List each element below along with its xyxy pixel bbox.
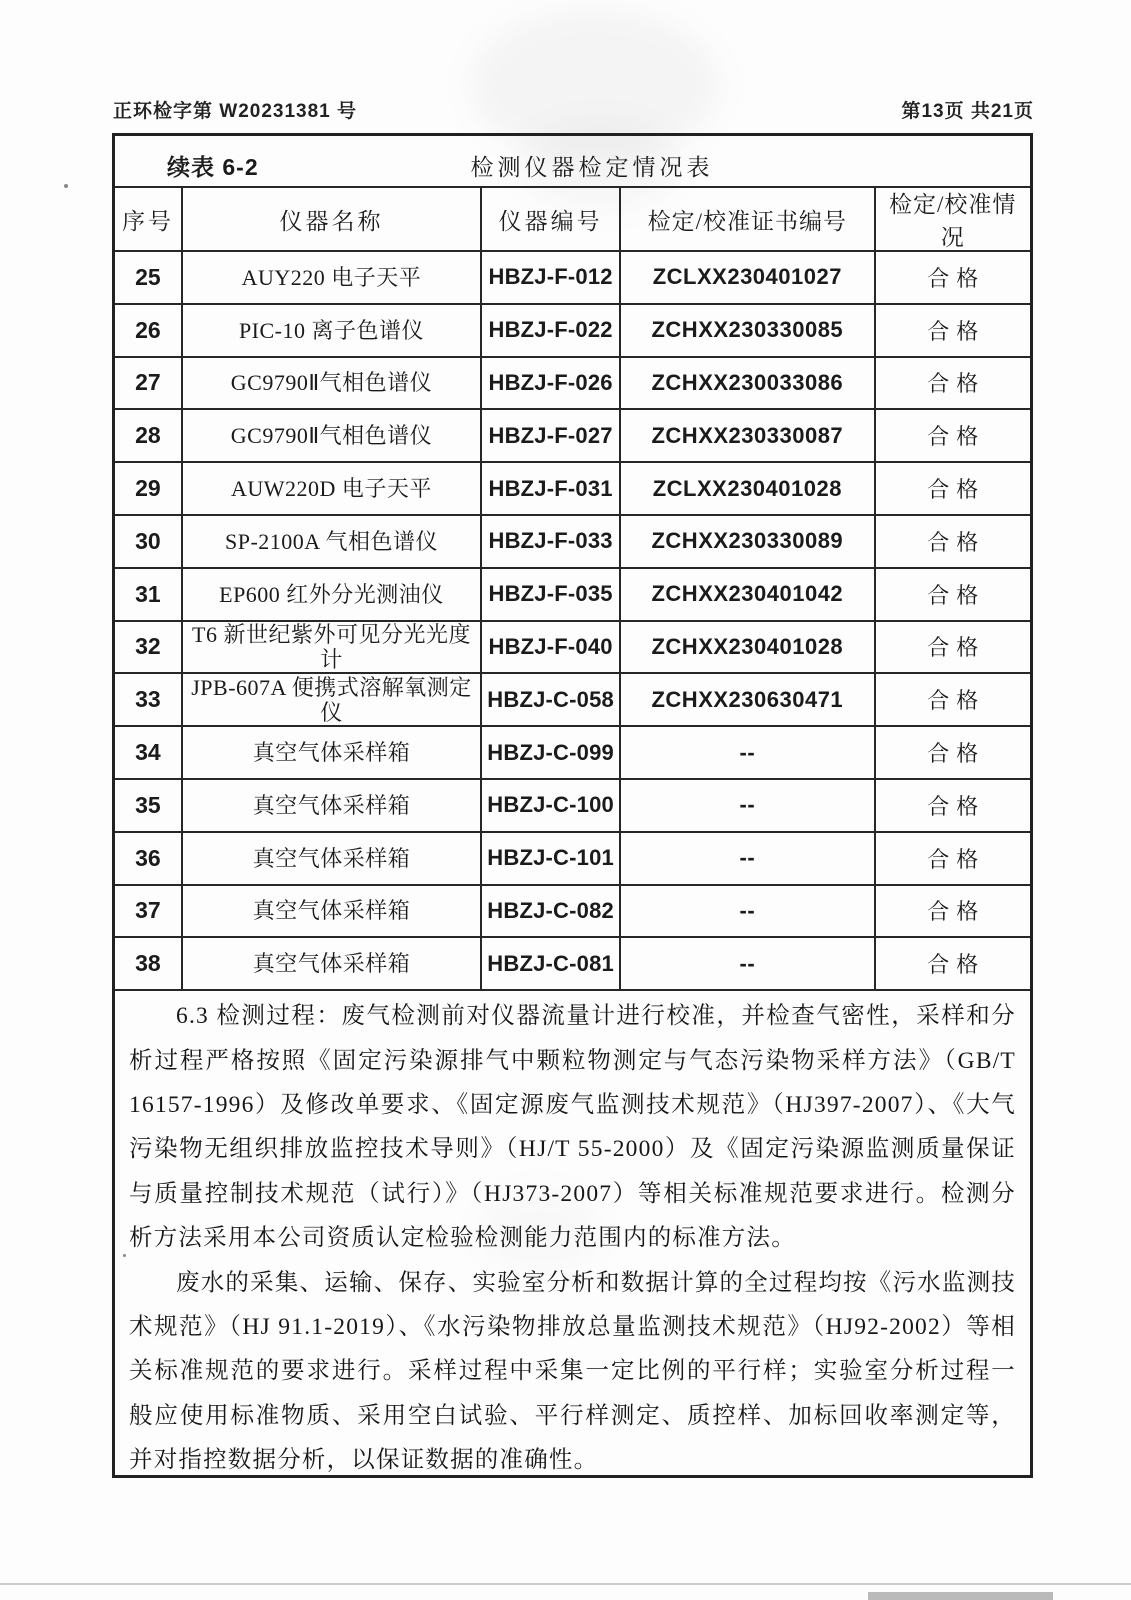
table-row bbox=[115, 620, 1030, 673]
cell-no: 27 bbox=[135, 369, 161, 396]
table-row bbox=[115, 672, 1030, 725]
cell-status: 合格 bbox=[874, 516, 1030, 567]
cell-code: HBZJ-F-035 bbox=[480, 569, 619, 620]
cell-no: 35 bbox=[135, 791, 161, 818]
table-row bbox=[115, 514, 1030, 567]
table-row bbox=[115, 303, 1030, 356]
table-row bbox=[115, 567, 1030, 620]
column-header-cert: 检定/校准证书编号 bbox=[619, 188, 873, 250]
cell-no: 30 bbox=[135, 527, 161, 554]
cell-status: 合格 bbox=[874, 780, 1030, 831]
cell-cert: ZCHXX230033086 bbox=[619, 358, 873, 409]
cell-name: EP600 红外分光测油仪 bbox=[181, 569, 480, 620]
cell-name: PIC-10 离子色谱仪 bbox=[181, 305, 480, 356]
table-title: 检测仪器检定情况表 bbox=[470, 155, 714, 180]
cell-code: HBZJ-C-099 bbox=[480, 727, 619, 778]
body-text-section bbox=[115, 989, 1030, 1482]
table-row bbox=[115, 461, 1030, 514]
cell-no: 38 bbox=[135, 950, 161, 977]
column-header-status: 检定/校准情况 bbox=[874, 188, 1030, 250]
cell-name: JPB-607A 便携式溶解氧测定仪 bbox=[181, 674, 480, 725]
cell-cert: -- bbox=[619, 780, 873, 831]
cell-cert: ZCLXX230401027 bbox=[619, 252, 873, 303]
cell-status: 合格 bbox=[874, 674, 1030, 725]
paragraph-detection-process: 6.3 检测过程：废气检测前对仪器流量计进行校准，并检查气密性，采样和分析过程严格按照《固定污染源排气中颗粒物测定与气态污染物采样方法》（GB/T 16157-1996）及修改单要求、《固定源废气监测技术规范》（HJ397-2007）、《大气污染物无组织排放监控技术导则》（HJ/T 55-2000）及《固定污染源监测质量保证与质量控制技术规范（试行）》（HJ373-2007）等相关标准规范要求进行。检测分析方法采用本公司资质认定检验检测能力范围内的标准方法。 bbox=[129, 1003, 1016, 1252]
cell-status: 合格 bbox=[874, 305, 1030, 356]
cell-name: 真空气体采样箱 bbox=[181, 780, 480, 831]
cell-status: 合格 bbox=[874, 252, 1030, 303]
cell-code: HBZJ-C-058 bbox=[480, 674, 619, 725]
cell-no: 25 bbox=[135, 263, 161, 290]
cell-status: 合格 bbox=[874, 358, 1030, 409]
cell-no: 26 bbox=[135, 316, 161, 343]
cell-name: 真空气体采样箱 bbox=[181, 938, 480, 989]
cell-cert: ZCHXX230630471 bbox=[619, 674, 873, 725]
cell-code: HBZJ-C-101 bbox=[480, 833, 619, 884]
cell-code: HBZJ-F-026 bbox=[480, 358, 619, 409]
cell-cert: ZCHXX230401028 bbox=[619, 622, 873, 673]
cell-code: HBZJ-F-012 bbox=[480, 252, 619, 303]
table-row bbox=[115, 250, 1030, 303]
cell-code: HBZJ-F-040 bbox=[480, 622, 619, 673]
cell-no: 37 bbox=[135, 897, 161, 924]
instrument-verification-table bbox=[115, 186, 1030, 989]
cell-code: HBZJ-C-082 bbox=[480, 886, 619, 937]
table-row bbox=[115, 936, 1030, 989]
cell-name: AUY220 电子天平 bbox=[181, 252, 480, 303]
cell-status: 合格 bbox=[874, 410, 1030, 461]
paragraph-wastewater-process: 废水的采集、运输、保存、实验室分析和数据计算的全过程均按《污水监测技术规范》（HJ 91.1-2019）、《水污染物排放总量监测技术规范》（HJ92-2002）等相关标准规范的要求进行。采样过程中采集一定比例的平行样；实验室分析过程一般应使用标准物质、采用空白试验、平行样测定、质控样、加标回收率测定等，并对指控数据分析，以保证数据的准确性。 bbox=[129, 1269, 1016, 1474]
cell-no: 28 bbox=[135, 422, 161, 449]
table-row bbox=[115, 831, 1030, 884]
cell-name: 真空气体采样箱 bbox=[181, 886, 480, 937]
column-header-no: 序号 bbox=[121, 208, 174, 234]
cell-cert: -- bbox=[619, 938, 873, 989]
cell-status: 合格 bbox=[874, 727, 1030, 778]
cell-no: 34 bbox=[135, 739, 161, 766]
table-row bbox=[115, 725, 1030, 778]
cell-name: GC9790Ⅱ气相色谱仪 bbox=[181, 358, 480, 409]
cell-name: GC9790Ⅱ气相色谱仪 bbox=[181, 410, 480, 461]
cell-cert: ZCLXX230401028 bbox=[619, 463, 873, 514]
doc-number: 正环检字第 W20231381 号 bbox=[113, 101, 358, 122]
cell-code: HBZJ-C-081 bbox=[480, 938, 619, 989]
cell-no: 33 bbox=[135, 686, 161, 713]
cell-status: 合格 bbox=[874, 622, 1030, 673]
table-row bbox=[115, 408, 1030, 461]
cell-code: HBZJ-F-027 bbox=[480, 410, 619, 461]
cell-no: 32 bbox=[135, 633, 161, 660]
table-row bbox=[115, 778, 1030, 831]
cell-code: HBZJ-F-033 bbox=[480, 516, 619, 567]
cell-status: 合格 bbox=[874, 886, 1030, 937]
cell-name: T6 新世纪紫外可见分光光度计 bbox=[181, 622, 480, 673]
cell-name: 真空气体采样箱 bbox=[181, 833, 480, 884]
cell-name: SP-2100A 气相色谱仪 bbox=[181, 516, 480, 567]
table-row bbox=[115, 356, 1030, 409]
cell-code: HBZJ-F-031 bbox=[480, 463, 619, 514]
cell-code: HBZJ-C-100 bbox=[480, 780, 619, 831]
table-continuation-label: 续表 6-2 bbox=[167, 154, 259, 180]
cell-cert: -- bbox=[619, 727, 873, 778]
scan-edge-smudge bbox=[868, 1592, 1053, 1600]
cell-status: 合格 bbox=[874, 938, 1030, 989]
scan-speck bbox=[64, 184, 68, 188]
page-header bbox=[113, 96, 1034, 123]
cell-name: 真空气体采样箱 bbox=[181, 727, 480, 778]
table-title-row bbox=[115, 136, 1030, 186]
cell-status: 合格 bbox=[874, 463, 1030, 514]
scan-edge-line bbox=[0, 1583, 1131, 1585]
cell-cert: ZCHXX230330089 bbox=[619, 516, 873, 567]
cell-status: 合格 bbox=[874, 833, 1030, 884]
cell-no: 31 bbox=[135, 580, 161, 607]
table-row bbox=[115, 884, 1030, 937]
cell-code: HBZJ-F-022 bbox=[480, 305, 619, 356]
cell-cert: ZCHXX230401042 bbox=[619, 569, 873, 620]
cell-name: AUW220D 电子天平 bbox=[181, 463, 480, 514]
table-header-row bbox=[115, 186, 1030, 250]
cell-cert: -- bbox=[619, 886, 873, 937]
cell-cert: -- bbox=[619, 833, 873, 884]
column-header-code: 仪器编号 bbox=[480, 188, 619, 250]
cell-cert: ZCHXX230330087 bbox=[619, 410, 873, 461]
cell-no: 36 bbox=[135, 844, 161, 871]
page-indicator: 第13页 共21页 bbox=[901, 101, 1034, 122]
report-body-box bbox=[112, 133, 1033, 1478]
cell-status: 合格 bbox=[874, 569, 1030, 620]
column-header-name: 仪器名称 bbox=[181, 188, 480, 250]
cell-no: 29 bbox=[135, 475, 161, 502]
cell-cert: ZCHXX230330085 bbox=[619, 305, 873, 356]
